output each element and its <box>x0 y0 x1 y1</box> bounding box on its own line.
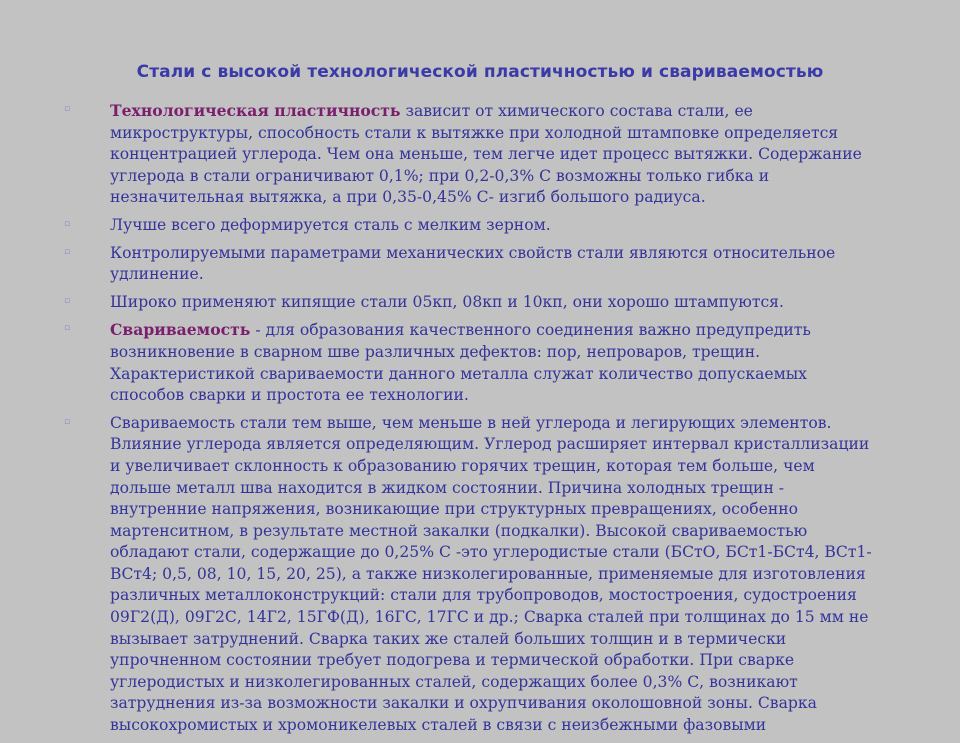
bullet-text-line: различных металлоконструкций: стали для трубопроводов, мостостроения, судостроения <box>110 586 857 605</box>
bullet-text-line: и увеличивает склонность к образованию горячих трещин, которая тем больше, чем <box>110 456 815 475</box>
bullet-text-line: Лучше всего деформируется сталь с мелким зерном. <box>110 215 551 234</box>
bullet-text-line: обладают стали, содержащие до 0,25% С -это углеродистые стали (БСтО, БСт1-БСт4, ВСт1- <box>110 543 872 562</box>
bullet-text-line: Свариваемость стали тем выше, чем меньше в ней углерода и легирующих элементов. <box>110 413 832 432</box>
bullet-text: - для образования качественного соединения важно предупредить <box>250 321 811 340</box>
bullet-text: зависит от химического состава стали, ее <box>400 102 753 120</box>
bullet-text-line: углерода в стали ограничивают 0,1%; при 0,2-0,3% С возможны только гибка и <box>110 166 770 185</box>
bullet-text-line: дольше металл шва находится в жидком состоянии. Причина холодных трещин - <box>110 478 785 497</box>
bullet-text-line: затруднения из-за возможности закалки и охрупчивания околошовной зоны. Сварка <box>110 694 817 713</box>
bullet-text-line: углеродистых и низколегированных сталей, содержащих более 0,3% С, возникают <box>110 672 798 691</box>
bullet-text-line: ВСт4; 0,5, 08, 10, 15, 20, 25), а также низколегированные, применяемые для изготовления <box>110 564 866 583</box>
bullet-marker-icon: ▫ <box>64 295 71 306</box>
slide-title: Стали с высокой технологической пластичностью и свариваемостью <box>136 62 824 82</box>
bullet-text-line: незначительная вытяжка, а при 0,35-0,45% С- изгиб большого радиуса. <box>110 188 706 207</box>
bullet-item <box>0 243 960 286</box>
bullet-text-line: способов сварки и простота ее технологии. <box>110 386 469 405</box>
bullet-marker-icon: ▫ <box>64 104 71 114</box>
bullet-text-line: 09Г2(Д), 09Г2С, 14Г2, 15ГФ(Д), 16ГС, 17ГС и др.; Сварка сталей при толщинах до 15 мм не <box>110 608 869 627</box>
bullet-text-line: упрочненном состоянии требует подогрева и термической обработки. При сварке <box>110 651 795 670</box>
bullet-text-line: вызывает затруднений. Сварка таких же сталей больших толщин и в термически <box>110 629 787 648</box>
bullet-text-line: мартенситном, в результате местной закалки (подкалки). Высокой свариваемостью <box>110 521 808 540</box>
bullet-text-line: внутренние напряжения, возникающие при структурных превращениях, особенно <box>110 500 799 519</box>
bullet-item <box>0 215 960 237</box>
bullet-text-line: Влияние углерода является определяющим. Углерод расширяет интервал кристаллизации <box>110 435 870 454</box>
bullet-item <box>0 413 960 737</box>
bullet-text-line: концентрацией углерода. Чем она меньше, тем легче идет процесс вытяжки. Содержание <box>110 145 862 164</box>
bullet-text-line: Контролируемыми параметрами механических свойств стали являются относительное <box>110 243 836 262</box>
bullet-term: Свариваемость <box>110 320 251 340</box>
bullet-marker-icon: ▫ <box>64 416 71 427</box>
bullet-item <box>0 292 960 314</box>
bullet-marker-icon: ▫ <box>64 246 71 257</box>
bullet-text-line <box>110 100 918 123</box>
bullet-marker-icon: ▫ <box>64 218 71 229</box>
bullet-text-line: Широко применяют кипящие стали 05кп, 08кп и 10кп, они хорошо штампуются. <box>110 292 784 311</box>
bullet-text-line <box>110 319 918 342</box>
bullet-text-line: микроструктуры, способность стали к вытяжке при холодной штамповке определяется <box>110 123 839 142</box>
bullet-text-line: возникновение в сварном шве различных дефектов: пор, непроваров, трещин. <box>110 342 761 361</box>
bullet-text-line: Характеристикой свариваемости данного металла служат количество допускаемых <box>110 364 807 383</box>
bullet-term: Технологическая пластичность <box>110 101 401 120</box>
bullet-text-line: удлинение. <box>110 265 204 284</box>
bullet-marker-icon: ▫ <box>64 323 71 334</box>
bullet-item <box>0 100 960 209</box>
bullet-text-line: высокохромистых и хромоникелевых сталей в связи с неизбежными фазовыми <box>110 716 767 735</box>
bullet-item <box>0 319 960 406</box>
bullet-list <box>0 100 960 743</box>
